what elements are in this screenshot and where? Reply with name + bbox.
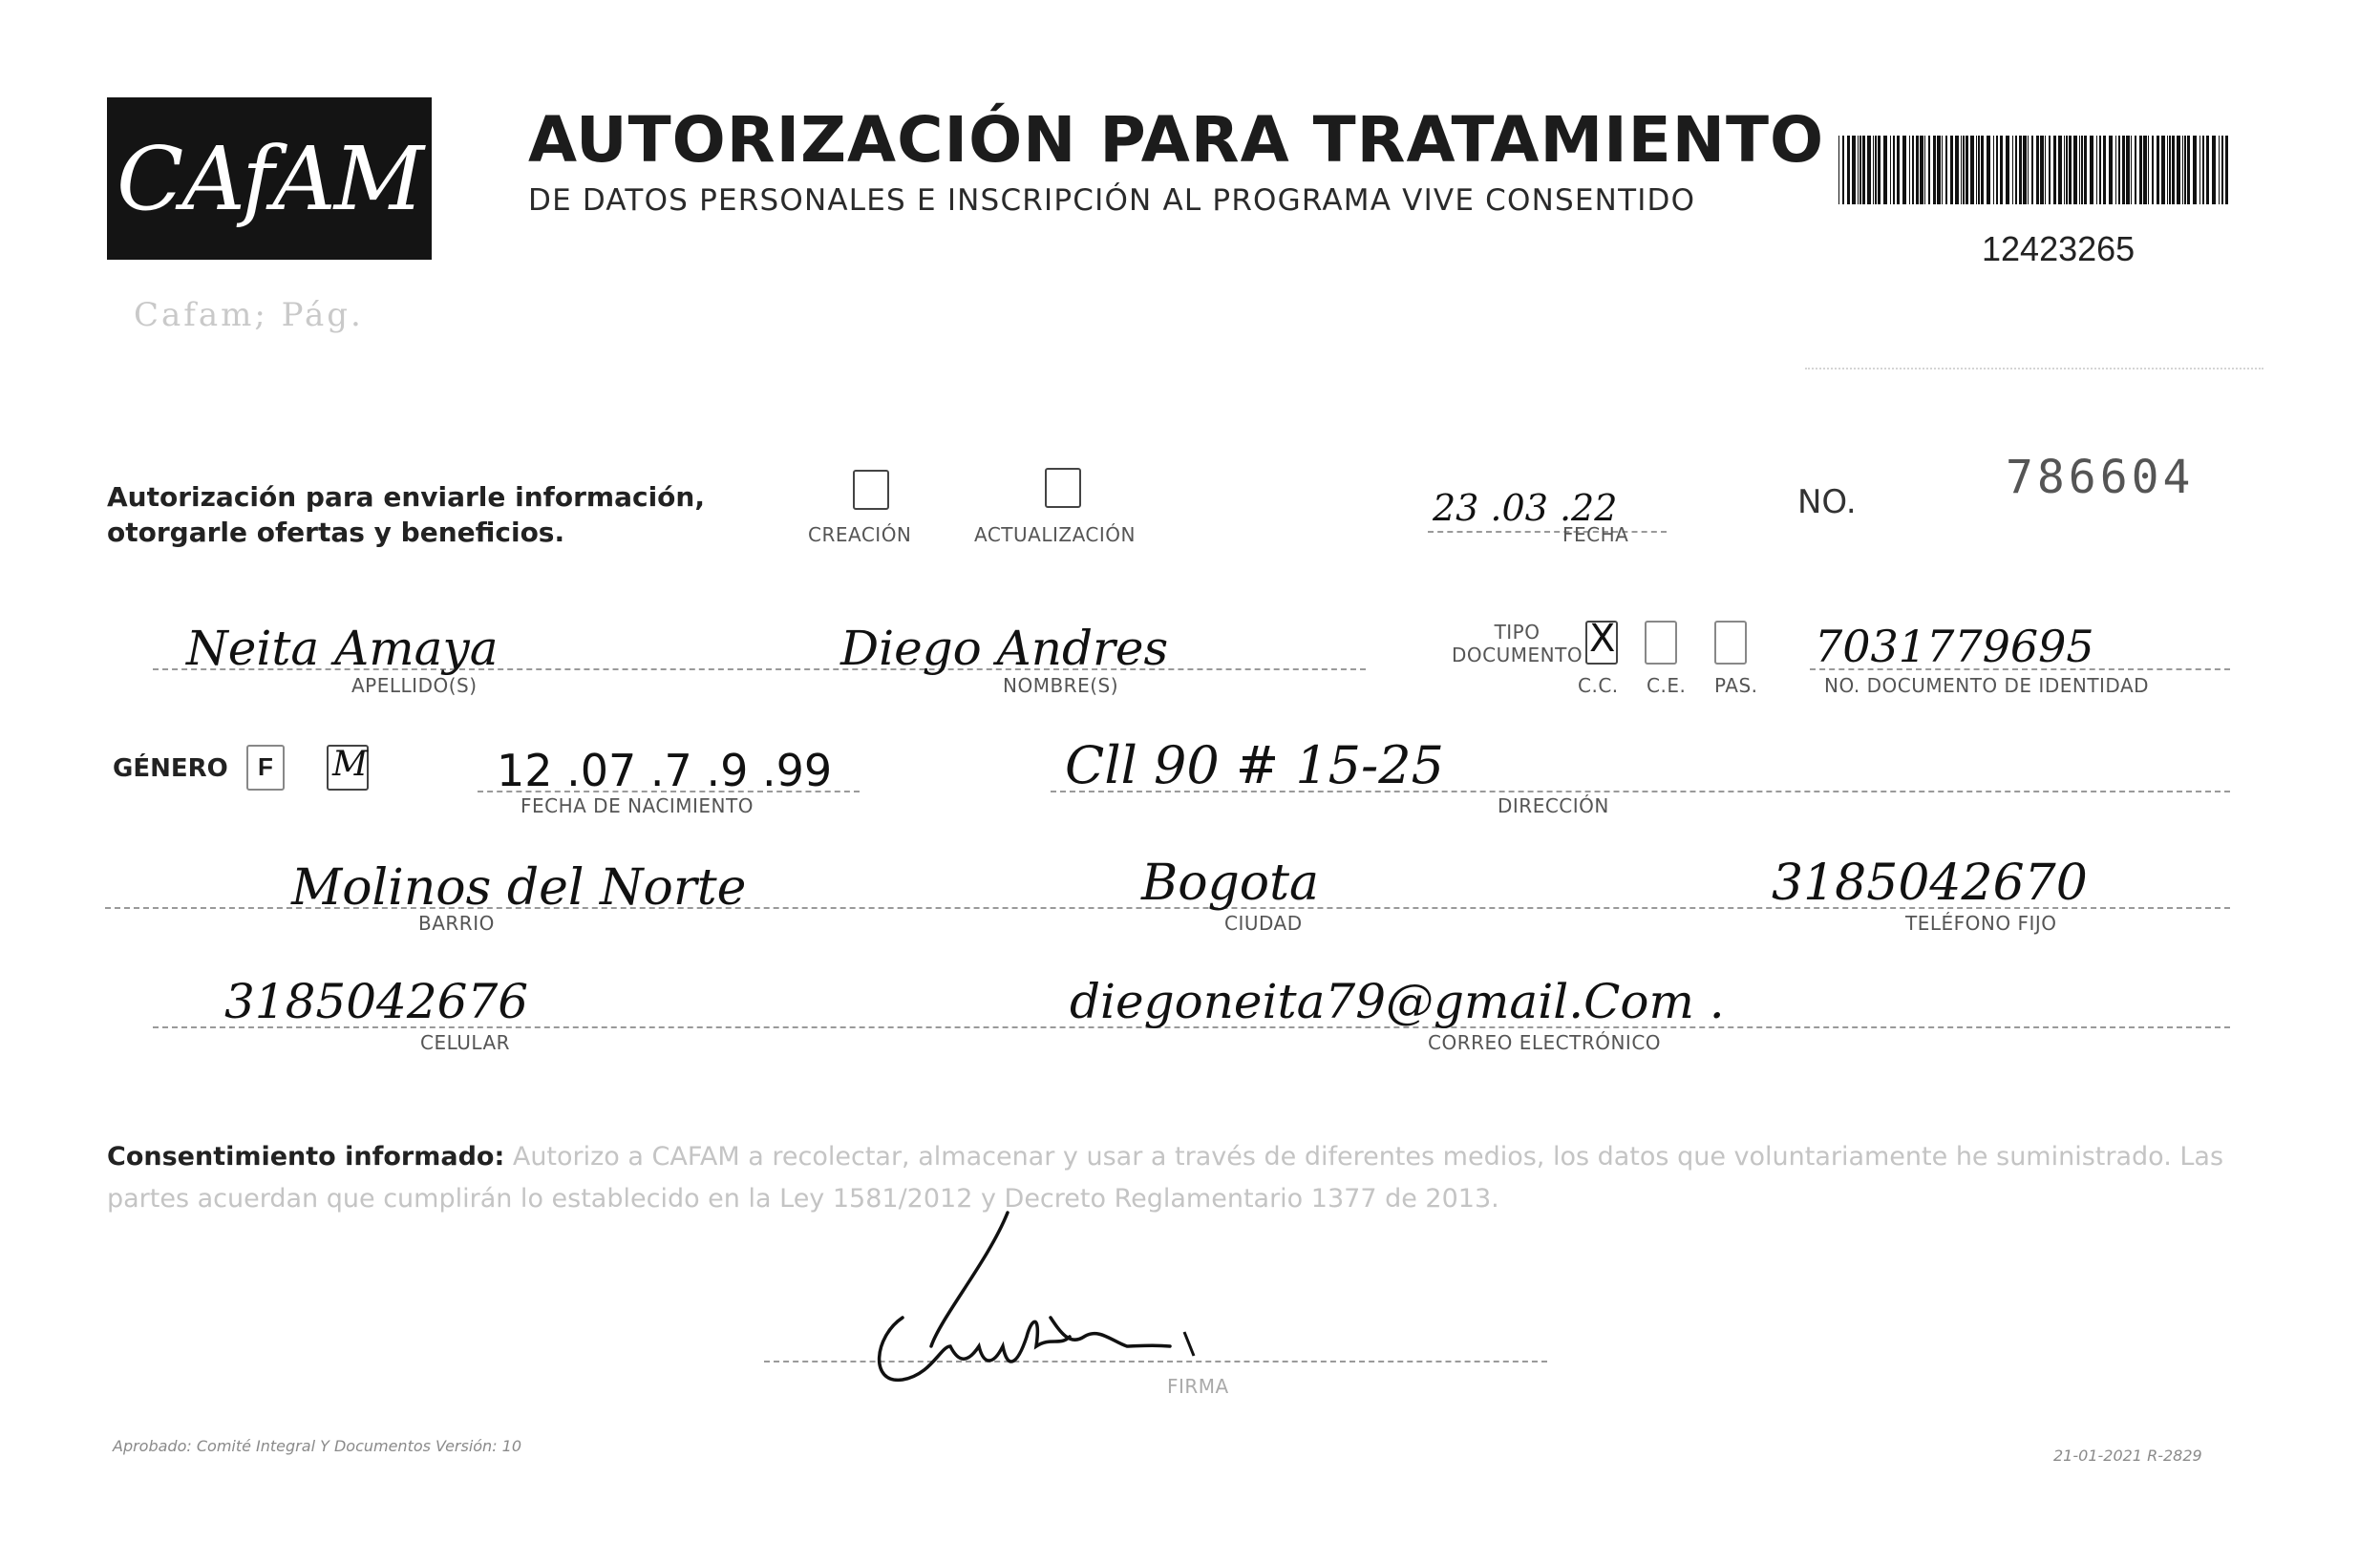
- barcode-bar: [1909, 136, 1910, 204]
- barcode-bar: [1981, 136, 1984, 204]
- barcode-bar: [1867, 136, 1871, 204]
- barcode-bar: [1893, 136, 1895, 204]
- documento-label: NO. DOCUMENTO DE IDENTIDAD: [1824, 674, 2150, 697]
- barcode-bar: [2172, 136, 2175, 204]
- barcode-bar: [2066, 136, 2068, 204]
- barcode-number: 12423265: [1982, 229, 2136, 268]
- barcode-bar: [1942, 136, 1943, 204]
- correo-label: CORREO ELECTRÓNICO: [1428, 1031, 1662, 1054]
- barcode-bar: [1902, 136, 1906, 204]
- barcode-bar: [2143, 136, 2147, 204]
- barcode-bar: [2206, 136, 2209, 204]
- barcode-bar: [1875, 136, 1877, 204]
- form-number: 786604: [2006, 451, 2195, 504]
- form-title: AUTORIZACIÓN PARA TRATAMIENTO: [528, 103, 1825, 177]
- barcode-bar: [2184, 136, 2186, 204]
- authorization-text: Autorización para enviarle información, otorgarle ofertas y beneficios.: [107, 481, 705, 548]
- barcode-bar: [1862, 136, 1865, 204]
- faint-stamp: Cafam; Pág.: [134, 296, 364, 334]
- barcode-bar: [2079, 136, 2080, 204]
- consent-text: Autorizo a CAFAM a recolectar, almacenar y usar a través de diferentes medios, los datos que voluntariamente he suministrado. Las partes acuerdan que cumplirán lo establecido en la Ley 1581/2012 y Decreto Reglamentario 1377 de 2013.: [107, 1142, 2224, 1214]
- tipo-cc-label: C.C.: [1578, 674, 1619, 697]
- barcode-bar: [2015, 136, 2017, 204]
- tipo-pas-checkbox[interactable]: [1714, 621, 1747, 665]
- barcode-bar: [2126, 136, 2130, 204]
- form-subtitle: DE DATOS PERSONALES E INSCRIPCIÓN AL PROGRAMA VIVE CONSENTIDO: [528, 183, 1696, 218]
- barcode-bar: [2103, 136, 2106, 204]
- barcode-bar: [2187, 136, 2190, 204]
- barcode-bar: [2053, 136, 2056, 204]
- signature-image: [864, 1203, 1208, 1394]
- signature-label: FIRMA: [1167, 1375, 1229, 1398]
- genero-f-label: F: [258, 752, 273, 781]
- barcode-bar: [1847, 136, 1850, 204]
- barcode-bar: [2006, 136, 2009, 204]
- barcode-bar: [1937, 136, 1941, 204]
- barcode-bar: [2036, 136, 2039, 204]
- barcode-bar: [2045, 136, 2046, 204]
- actualizacion-label: ACTUALIZACIÓN: [974, 523, 1136, 546]
- barcode-bar: [1916, 136, 1919, 204]
- barcode-bar: [2148, 136, 2149, 204]
- tipo-ce-label: C.E.: [1647, 674, 1687, 697]
- barcode-bar: [1920, 136, 1923, 204]
- correo-value[interactable]: diegoneita79@gmail.Com .: [1070, 974, 1725, 1029]
- barcode-bar: [2019, 136, 2022, 204]
- barcode-bar: [2225, 136, 2228, 204]
- barcode-bar: [2122, 136, 2125, 204]
- direccion-value[interactable]: Cll 90 # 15-25: [1065, 735, 1444, 795]
- nombres-value[interactable]: Diego Andres: [840, 621, 1169, 676]
- barcode-bar: [2177, 136, 2180, 204]
- barcode-bar: [1852, 136, 1856, 204]
- barcode-bar: [1873, 136, 1874, 204]
- barcode-bar: [2152, 136, 2154, 204]
- genero-label: GÉNERO: [113, 754, 228, 783]
- barcode-bar: [2169, 136, 2171, 204]
- fecha-value[interactable]: 23 .03 .22: [1433, 487, 1618, 529]
- apellidos-value[interactable]: Neita Amaya: [186, 621, 499, 676]
- documento-value[interactable]: 7031779695: [1815, 621, 2094, 672]
- barcode-bar: [2040, 136, 2044, 204]
- tipo-documento-label: TIPO DOCUMENTO: [1452, 621, 1583, 666]
- barcode-bar: [1924, 136, 1925, 204]
- fecha-nacimiento-label: FECHA DE NACIMIENTO: [521, 794, 754, 817]
- barcode-bar: [2167, 136, 2168, 204]
- barcode-bar: [2012, 136, 2013, 204]
- barcode-bar: [1859, 136, 1861, 204]
- barcode-bar: [2069, 136, 2072, 204]
- barrio-label: BARRIO: [418, 912, 495, 935]
- footer-left: Aprobado: Comité Integral Y Documentos Versión: 10: [113, 1437, 522, 1455]
- barcode-bar: [2099, 136, 2101, 204]
- barcode-bar: [2219, 136, 2220, 204]
- barcode-bar: [2058, 136, 2062, 204]
- barcode-bar: [2081, 136, 2083, 204]
- tipo-ce-checkbox[interactable]: [1645, 621, 1677, 665]
- tipo-pas-label: PAS.: [1714, 674, 1758, 697]
- barcode-bar: [2193, 136, 2197, 204]
- barcode-bar: [1883, 136, 1887, 204]
- barcode-bar: [2031, 136, 2033, 204]
- barcode-bar: [1966, 136, 1968, 204]
- no-label: NO.: [1797, 483, 1857, 521]
- barcode-bar: [1878, 136, 1881, 204]
- barcode-bar: [2202, 136, 2204, 204]
- cafam-logo: CAfAM: [107, 97, 432, 260]
- barcode-bar: [1897, 136, 1900, 204]
- faint-divider: [1805, 368, 2263, 370]
- barcode-bar: [2090, 136, 2093, 204]
- barcode-bar: [1945, 136, 1947, 204]
- barcode-bar: [2199, 136, 2200, 204]
- creacion-label: CREACIÓN: [808, 523, 912, 546]
- barcode-bar: [1970, 136, 1974, 204]
- barcode-bar: [1961, 136, 1962, 204]
- barcode-bar: [2139, 136, 2142, 204]
- creacion-checkbox[interactable]: [853, 470, 889, 510]
- barcode-bar: [2118, 136, 2120, 204]
- barcode-bar: [1987, 136, 1990, 204]
- barcode-bar: [1993, 136, 1994, 204]
- barcode-bar: [2157, 136, 2159, 204]
- barcode-bar: [2109, 136, 2113, 204]
- barcode-bar: [1858, 136, 1859, 204]
- genero-m-mark: M: [332, 745, 368, 784]
- barcode-bar: [2115, 136, 2116, 204]
- barcode: [1838, 136, 2230, 204]
- barcode-bar: [2161, 136, 2165, 204]
- barcode-bar: [2023, 136, 2027, 204]
- ciudad-label: CIUDAD: [1224, 912, 1303, 935]
- barcode-bar: [1838, 136, 1839, 204]
- barcode-bar: [2064, 136, 2065, 204]
- barcode-bar: [1955, 136, 1959, 204]
- barcode-bar: [1978, 136, 1980, 204]
- tipo-cc-mark: X: [1589, 617, 1616, 661]
- footer-right: 21-01-2021 R-2829: [2053, 1447, 2202, 1465]
- barcode-bar: [2028, 136, 2029, 204]
- barcode-bar: [2135, 136, 2136, 204]
- nombres-label: NOMBRE(S): [1003, 674, 1119, 697]
- consent-heading: Consentimiento informado:: [107, 1142, 505, 1172]
- barcode-bar: [1933, 136, 1936, 204]
- barcode-bar: [1890, 136, 1891, 204]
- barcode-bar: [1996, 136, 1998, 204]
- barcode-bar: [2096, 136, 2097, 204]
- barcode-bar: [2182, 136, 2183, 204]
- barcode-bar: [1963, 136, 1965, 204]
- celular-label: CELULAR: [420, 1031, 511, 1054]
- apellidos-label: APELLIDO(S): [351, 674, 478, 697]
- celular-value[interactable]: 3185042676: [224, 974, 529, 1029]
- barcode-bar: [2073, 136, 2077, 204]
- barcode-bar: [2049, 136, 2051, 204]
- fecha-nacimiento-value[interactable]: 12 .07 .7 .9 .99: [497, 745, 833, 796]
- direccion-label: DIRECCIÓN: [1498, 794, 1609, 817]
- barcode-bar: [1842, 136, 1844, 204]
- barcode-bar: [2000, 136, 2003, 204]
- telefono-value[interactable]: 3185042670: [1772, 855, 2088, 912]
- barcode-bar: [1912, 136, 1914, 204]
- barcode-bar: [1928, 136, 1930, 204]
- barrio-value[interactable]: Molinos del Norte: [291, 859, 747, 917]
- fecha-line: [1428, 531, 1667, 533]
- barcode-bar: [2212, 136, 2216, 204]
- fecha-label: FECHA: [1562, 523, 1629, 546]
- telefono-label: TELÉFONO FIJO: [1905, 912, 2057, 935]
- barcode-bar: [2131, 136, 2132, 204]
- barcode-bar: [1950, 136, 1953, 204]
- actualizacion-checkbox[interactable]: [1045, 468, 1081, 508]
- barcode-bar: [1976, 136, 1977, 204]
- barcode-bar: [2221, 136, 2223, 204]
- ciudad-value[interactable]: Bogota: [1141, 855, 1320, 912]
- barcode-bar: [2084, 136, 2087, 204]
